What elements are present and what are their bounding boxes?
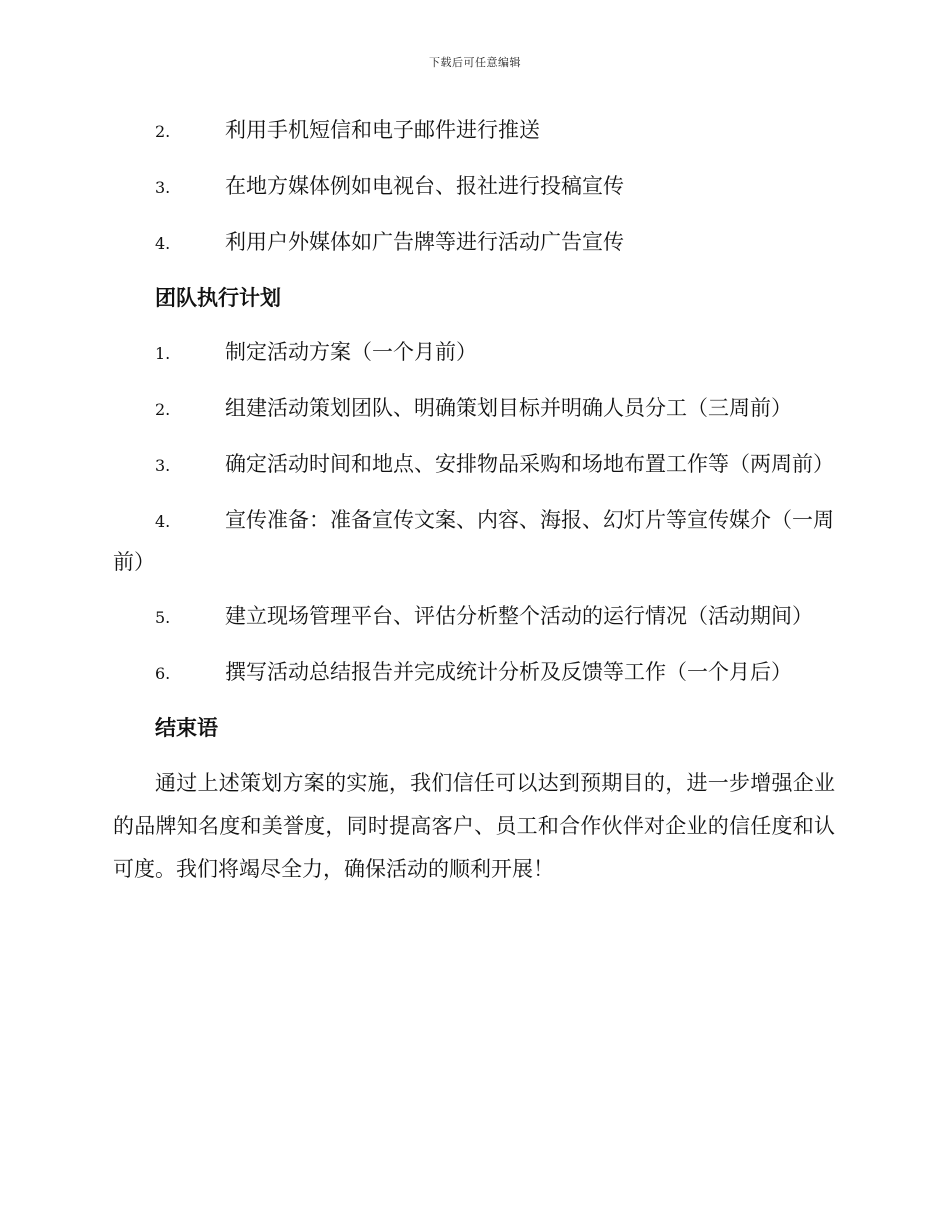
section-heading-conclusion: 结束语 (155, 716, 218, 740)
list-item (113, 222, 835, 264)
list-item-text: 撰写活动总结报告并完成统计分析及反馈等工作（一个月后） (225, 660, 792, 684)
list-item-text: 宣传准备：准备宣传文案、内容、海报、幻灯片等宣传媒介（一周前） (113, 508, 834, 574)
list-item-number: 1. (155, 344, 171, 363)
conclusion-paragraph: 通过上述策划方案的实施，我们信任可以达到预期目的，进一步增强企业的品牌知名度和美誉度，同时提高客户、员工和合作伙伴对企业的信任度和认可度。我们将竭尽全力，确保活动的顺利开展！ (113, 771, 835, 881)
list-item (113, 500, 835, 582)
list-item-number: 3. (155, 178, 171, 197)
list-item-number: 3. (155, 456, 171, 475)
list-item (113, 332, 835, 374)
list-item-number: 2. (155, 400, 171, 419)
document-body (113, 110, 835, 891)
list-item (113, 652, 835, 694)
list-item-number: 5. (155, 608, 171, 627)
list-item-text: 制定活动方案（一个月前） (225, 340, 477, 364)
list-item-number: 4. (155, 512, 171, 531)
list-item-text: 利用户外媒体如广告牌等进行活动广告宣传 (225, 230, 624, 254)
list-item-text: 组建活动策划团队、明确策划目标并明确人员分工（三周前） (225, 396, 792, 420)
list-item-number: 2. (155, 122, 171, 141)
list-item-text: 确定活动时间和地点、安排物品采购和场地布置工作等（两周前） (225, 452, 834, 476)
list-item (113, 444, 835, 486)
list-item-text: 建立现场管理平台、评估分析整个活动的运行情况（活动期间） (225, 604, 813, 628)
list-item (113, 166, 835, 208)
list-item (113, 596, 835, 638)
page-header: 下载后可任意编辑 (429, 56, 521, 69)
list-item (113, 110, 835, 152)
list-item-text: 利用手机短信和电子邮件进行推送 (225, 118, 540, 142)
section-heading-team-plan: 团队执行计划 (155, 286, 281, 310)
list-item-text: 在地方媒体例如电视台、报社进行投稿宣传 (225, 174, 624, 198)
list-item-number: 4. (155, 234, 171, 253)
list-item (113, 388, 835, 430)
list-item-number: 6. (155, 664, 171, 683)
